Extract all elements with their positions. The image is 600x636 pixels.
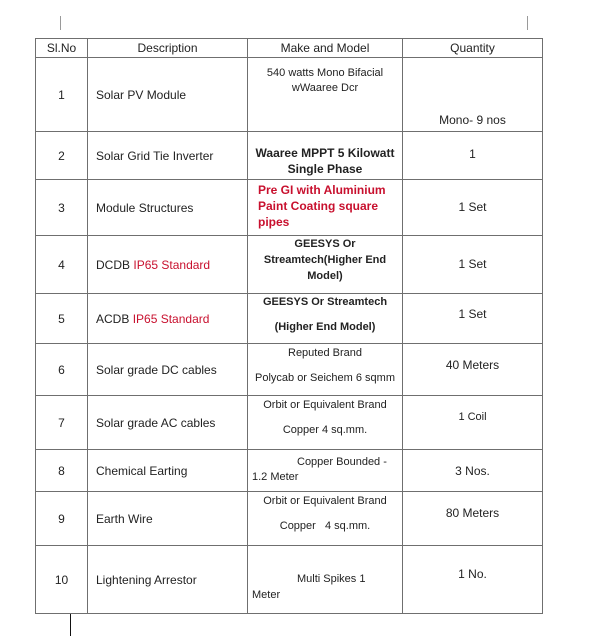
sl-no-cell: 9: [36, 492, 88, 546]
make-line: 1.2 Meter: [252, 471, 299, 483]
quantity-value: Mono- 9 nos: [439, 113, 506, 127]
description-cell: Solar grade AC cables: [88, 396, 248, 450]
table-row: [36, 492, 543, 546]
make-line: (Higher End Model): [274, 321, 376, 333]
quantity-value: 1: [469, 147, 476, 161]
quantity-value: 1 Set: [458, 200, 487, 214]
description-cell: Solar Grid Tie Inverter: [88, 132, 248, 180]
quantity-value: 1 No.: [458, 567, 487, 581]
description-cell: [88, 236, 248, 294]
quantity-cell: [403, 546, 543, 614]
quantity-cell: [403, 180, 543, 236]
header-sl-no: Sl.No: [36, 39, 88, 58]
table-row: [36, 546, 543, 614]
description-cell: Solar grade DC cables: [88, 344, 248, 396]
table-row: [36, 236, 543, 294]
description-cell: Lightening Arrestor: [88, 546, 248, 614]
description-cell: Chemical Earting: [88, 450, 248, 492]
make-model-cell: [248, 58, 403, 132]
description-cell: Solar PV Module: [88, 58, 248, 132]
sl-no-cell: 8: [36, 450, 88, 492]
sl-no-cell: 3: [36, 180, 88, 236]
page-margin-mark-left: [60, 16, 61, 30]
description-text: DCDB: [96, 257, 131, 272]
quantity-value: 1 Coil: [458, 411, 487, 423]
make-model-cell: [248, 344, 403, 396]
make-model-cell: [248, 132, 403, 180]
quantity-value: 1 Set: [458, 257, 487, 271]
quantity-cell: [403, 344, 543, 396]
description-cell: Earth Wire: [88, 492, 248, 546]
quantity-value: 40 Meters: [445, 358, 500, 372]
description-cell: [88, 294, 248, 344]
header-description: Description: [88, 39, 248, 58]
make-line: wWaaree Dcr: [291, 82, 359, 94]
make-line: Copper Bounded -: [297, 456, 387, 468]
quantity-value: 3 Nos.: [455, 464, 490, 478]
make-line: GEESYS Or: [294, 238, 356, 250]
make-line: Orbit or Equivalent Brand: [263, 399, 387, 411]
make-line: 540 watts Mono Bifacial: [266, 67, 384, 79]
quantity-cell: [403, 294, 543, 344]
quantity-cell: [403, 58, 543, 132]
make-line: GEESYS Or Streamtech: [262, 296, 388, 308]
quantity-value: 80 Meters: [445, 506, 500, 520]
make-line: Multi Spikes 1: [297, 573, 366, 585]
sl-no-cell: 6: [36, 344, 88, 396]
description-text: ACDB: [96, 311, 130, 326]
make-line: Reputed Brand: [288, 347, 362, 359]
sl-no-cell: 1: [36, 58, 88, 132]
table-header-row: [36, 39, 543, 58]
description-highlight: IP65 Standard: [132, 311, 210, 326]
header-quantity: Quantity: [403, 39, 543, 58]
bill-of-materials-table: [35, 38, 543, 614]
description-highlight: IP65 Standard: [133, 257, 211, 272]
make-line: Paint Coating square: [258, 199, 379, 213]
table-row: [36, 396, 543, 450]
quantity-cell: [403, 236, 543, 294]
header-make-model: Make and Model: [248, 39, 403, 58]
make-model-cell: [248, 294, 403, 344]
make-model-cell: [248, 492, 403, 546]
sl-no-cell: 7: [36, 396, 88, 450]
table-row: [36, 132, 543, 180]
make-model-cell: [248, 236, 403, 294]
make-line: Polycab or Seichem 6 sqmm: [255, 372, 395, 384]
make-model-cell: [248, 546, 403, 614]
sl-no-cell: 4: [36, 236, 88, 294]
sl-no-cell: 2: [36, 132, 88, 180]
make-model-cell: [248, 180, 403, 236]
table-row: [36, 58, 543, 132]
make-line: Streamtech(Higher End: [263, 254, 387, 266]
quantity-cell: [403, 132, 543, 180]
table-row: [36, 180, 543, 236]
make-model-cell: [248, 450, 403, 492]
quantity-cell: [403, 450, 543, 492]
sl-no-cell: 5: [36, 294, 88, 344]
description-cell: Module Structures: [88, 180, 248, 236]
text-cursor: [70, 614, 71, 636]
make-line: Copper 4 sq.mm.: [279, 520, 371, 532]
make-line: Model): [307, 270, 343, 282]
make-line: Single Phase: [287, 162, 363, 176]
make-line: Orbit or Equivalent Brand: [263, 495, 387, 507]
page-margin-mark-right: [527, 16, 528, 30]
table-row: [36, 294, 543, 344]
make-line: pipes: [258, 215, 290, 229]
quantity-cell: [403, 492, 543, 546]
quantity-value: 1 Set: [458, 307, 487, 321]
make-line: Pre GI with Aluminium: [258, 183, 386, 197]
make-model-cell: [248, 396, 403, 450]
table-row: [36, 344, 543, 396]
quantity-cell: [403, 396, 543, 450]
make-line: Meter: [252, 589, 281, 601]
make-line: Copper 4 sq.mm.: [282, 424, 368, 436]
table-row: [36, 450, 543, 492]
make-line: Waaree MPPT 5 Kilowatt: [255, 146, 395, 160]
sl-no-cell: 10: [36, 546, 88, 614]
